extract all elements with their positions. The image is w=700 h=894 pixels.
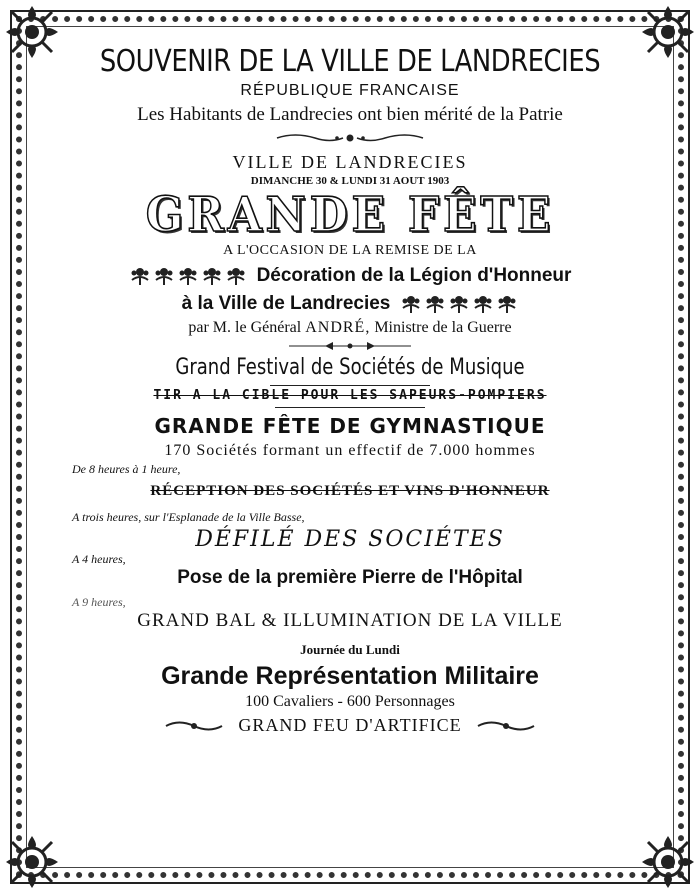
gymnastique-heading: GRANDE FÊTE DE GYMNASTIQUE [154,414,546,438]
flower-ornament-icon [153,266,175,286]
grande-fete-title: GRANDE FÊTE [145,187,555,243]
a-la-ville-row [40,293,660,315]
a-la-ville-line: à la Ville de Landrecies [181,293,391,314]
festival-line: Grand Festival de Sociétés de Musique [175,355,525,380]
event-dates: DIMANCHE 30 & LUNDI 31 AOUT 1903 [250,175,450,187]
flower-ornament-icon [448,294,470,314]
cavaliers-line: 100 Cavaliers - 600 Personnages [245,693,455,710]
representation-line: Grande Représentation Militaire [161,662,539,690]
flower-ornament-icon [400,294,422,314]
flower-ornament-icon [496,294,518,314]
flower-ornament-icon [472,294,494,314]
journee-line: Journée du Lundi [300,642,400,657]
decoration-line: Décoration de la Légion d'Honneur [256,265,572,286]
tir-line: TIR A LA CIBLE POUR LES SAPEURS-POMPIERS [153,388,547,403]
floral-corner-icon [2,832,62,892]
trois-heures-line: A trois heures, sur l'Esplanade de la Ville Basse, [72,510,305,524]
reception-line: RÉCEPTION DES SOCIÉTÉS ET VINS D'HONNEUR [150,483,550,499]
flower-ornament-icon [177,266,199,286]
societes-count: 170 Sociétés formant un effectif de 7.000 hommes [164,442,536,459]
flower-ornament-icon [129,266,151,286]
ministre-title: Ministre de la Guerre [374,319,512,336]
par-line [40,319,660,337]
feu-line: GRAND FEU D'ARTIFICE [238,715,462,735]
a-4-heures-line: A 4 heures, [72,552,126,566]
occasion-line: A L'OCCASION DE LA REMISE DE LA [223,243,477,258]
pose-line: Pose de la première Pierre de l'Hôpital [177,567,523,588]
feu-row [40,715,660,736]
bal-line: GRAND BAL & ILLUMINATION DE LA VILLE [137,610,563,631]
flower-ornament-icon [424,294,446,314]
poster-content [40,40,660,736]
souvenir-title: SOUVENIR DE LA VILLE DE LANDRECIES [99,44,601,79]
flower-ornament-icon [201,266,223,286]
decoration-row [40,265,660,287]
ville-heading: VILLE DE LANDRECIES [232,152,468,172]
arrow-divider-icon [285,341,415,351]
par-prefix: par M. le Général [188,319,302,336]
a-9-heures-line: A 9 heures, [72,595,126,609]
festival-rule [270,385,430,386]
flower-ornaments-right [400,294,518,314]
flower-ornament-icon [225,266,247,286]
tir-rule [275,407,425,408]
flower-ornaments-left [129,266,247,286]
andre-name: ANDRÉ, [305,319,371,336]
habitants-line: Les Habitants de Landrecies ont bien mérité de la Patrie [137,104,563,125]
de-8-heures-line: De 8 heures à 1 heure, [72,462,181,476]
republique-heading: RÉPUBLIQUE FRANCAISE [240,82,460,99]
floral-corner-icon [638,832,698,892]
flourish-divider-icon [476,719,536,733]
flourish-divider-icon [164,719,224,733]
flourish-divider-icon [275,132,425,144]
defile-line: DÉFILÉ DES SOCIÉTES [195,527,505,552]
